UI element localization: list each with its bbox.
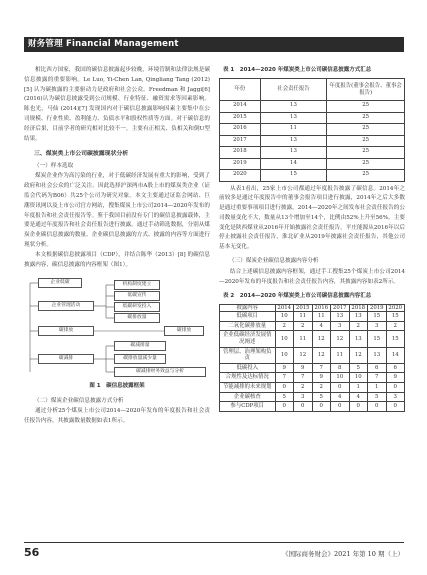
- table-cell: 9: [312, 373, 331, 383]
- table-cell: 12: [312, 331, 331, 347]
- table-cell: 0: [294, 402, 313, 412]
- table-cell: 2018: [220, 147, 261, 159]
- table-cell: 14: [260, 158, 327, 170]
- table-header-cell: 2016: [312, 304, 331, 312]
- table-cell: 25: [327, 158, 405, 170]
- table-cell: 11: [312, 312, 331, 322]
- table-cell: 10: [275, 312, 294, 322]
- table-row: [220, 373, 405, 383]
- table-row: [220, 363, 405, 373]
- table-cell: 6: [368, 363, 387, 373]
- table-cell: 0: [386, 402, 405, 412]
- table-cell: 2016: [220, 124, 261, 136]
- disclosure-method-table: [219, 78, 405, 182]
- table-header-cell: 2015: [294, 304, 313, 312]
- disclosure-content-table: [219, 304, 405, 412]
- table-cell: 4: [349, 392, 368, 402]
- table-cell: 10: [275, 347, 294, 363]
- paragraph: 本文根据碳信息披露项目（CDP），并结合陈华（2013）[8] 的碳信息披露内容，碳信息披露的内容框架（图1）。: [24, 251, 210, 268]
- paragraph: 从表1看出，25家上市公司都通过年度报告披露了碳信息。2014年之前较多是通过年度报告中的董事会报告项目进行披露，2014年之后大多数是通过重要事项项目进行披露。2014—2020年之间发布社会责任报告的公司数量变化不大，数量从13个增加至14个，比例由52%上升至56%。主要变化是陕西煤业从2016年开始披露社会责任报告，平庄能源从2016年以后停止披露社会责任报告，淮北矿业从2019年披露社会责任报告，其他公司基本无变化。: [219, 185, 405, 251]
- table-cell: 8: [331, 363, 350, 373]
- table-cell: 13: [260, 101, 327, 113]
- table-cell: 3: [368, 321, 387, 331]
- table-cell: 1: [349, 383, 368, 393]
- table-cell: 4: [312, 321, 331, 331]
- table-header-cell: 2018: [349, 304, 368, 312]
- diagram-leaf: 碳排放量: [114, 313, 160, 323]
- diagram-root-node: 企业低碳: [38, 278, 82, 288]
- table-cell: 25: [327, 147, 405, 159]
- table-header-cell: 2014: [275, 304, 294, 312]
- table-cell: 13: [260, 112, 327, 124]
- table-cell: 7: [275, 373, 294, 383]
- table-row: [220, 312, 405, 322]
- table-cell: 0: [275, 402, 294, 412]
- table-cell: 企业碳核查: [220, 392, 276, 402]
- table-cell: 9: [386, 373, 405, 383]
- page-number: 56: [24, 546, 40, 559]
- table-cell: 合规性及达标情况: [220, 373, 276, 383]
- table-header-cell: 社会责任报告: [260, 79, 327, 101]
- table-cell: 5: [275, 392, 294, 402]
- table-cell: 参与CDP项目: [220, 402, 276, 412]
- table-header-cell: 年度报告(董事会报告、董事会报告): [327, 79, 405, 101]
- subsection-heading: （二）煤炭企业碳信息披露方式分析: [34, 398, 124, 405]
- table-cell: 11: [294, 331, 313, 347]
- table-cell: 13: [368, 347, 387, 363]
- section-header: 财务管理 Financial Management: [28, 39, 179, 49]
- table-cell: 13: [260, 135, 327, 147]
- table-cell: 2014: [220, 101, 261, 113]
- table-cell: 12: [349, 347, 368, 363]
- diagram-leaf: 碳减排量: [114, 341, 166, 351]
- table-row: [220, 383, 405, 393]
- diagram-node: 碳排放: [38, 326, 94, 336]
- table-cell: 1: [368, 383, 387, 393]
- table-cell: 5: [368, 392, 387, 402]
- table-cell: 25: [327, 170, 405, 182]
- table-cell: 12: [294, 347, 313, 363]
- table-cell: 0: [368, 402, 387, 412]
- table-row: [220, 170, 405, 182]
- table-cell: 11: [331, 347, 350, 363]
- table-cell: 10: [349, 373, 368, 383]
- table-cell: 7: [368, 373, 387, 383]
- table-cell: 12: [331, 331, 350, 347]
- table-row: [220, 347, 405, 363]
- table-row: [220, 402, 405, 412]
- table-cell: 13: [349, 331, 368, 347]
- table-row: [220, 331, 405, 347]
- journal-name: 《国际商务财会》2021 年第 10 期（上）: [281, 550, 404, 558]
- table-cell: 15: [368, 312, 387, 322]
- table-cell: 0: [312, 402, 331, 412]
- table-cell: 低碳投入: [220, 363, 276, 373]
- table-row: [220, 124, 405, 136]
- table-cell: 14: [386, 347, 405, 363]
- table-cell: 3: [294, 392, 313, 402]
- table-cell: 12: [312, 347, 331, 363]
- table-row: [220, 135, 405, 147]
- paragraph: 煤炭企业作为高污染的行业，对于低碳经济发展有重大的影响，受到了政府和社会公众的广泛关注。因此选择沪深两市A股上市的煤炭类企业（证监会代码为B06）共25个公司为研究对象。本文主要通过证监会网站、巨潮资讯网以及上市公司官方网站，搜集煤炭上市公司2014—2020年发布的年度报告和社会责任报告等。鉴于我国目前没有专门的碳信息披露载体，主要是通过年度报告和社会责任报告进行披露。通过手动筛选数据，分别从煤炭企业碳信息披露的数量、企业碳信息披露的方式、披露的内容等方面进行现状分析。: [24, 173, 210, 248]
- table-cell: 0: [331, 402, 350, 412]
- table-cell: 15: [386, 312, 405, 322]
- table-header-cell: 披露内容: [220, 304, 276, 312]
- table-cell: 25: [327, 124, 405, 136]
- table-cell: 5: [312, 392, 331, 402]
- table-cell: 0: [275, 383, 294, 393]
- table-caption: 表 1 2014—2020 年煤炭类上市公司碳信息披露方式汇总: [223, 67, 372, 73]
- table-cell: 0: [331, 383, 350, 393]
- table-row: [220, 101, 405, 113]
- table-cell: 25: [327, 101, 405, 113]
- framework-diagram: [24, 274, 210, 380]
- table-cell: 13: [260, 147, 327, 159]
- table-cell: 15: [368, 331, 387, 347]
- table-cell: 7: [294, 373, 313, 383]
- diagram-leaf: 机构制度建立: [114, 280, 160, 290]
- table-cell: 管理层、治理架构负责: [220, 347, 276, 363]
- table-row: [220, 392, 405, 402]
- table-cell: 二氧化碳排放量: [220, 321, 276, 331]
- table-row: [220, 112, 405, 124]
- diagram-node: 企业管理活动: [38, 301, 94, 311]
- table-cell: 2017: [220, 135, 261, 147]
- table-cell: 7: [312, 363, 331, 373]
- subsection-heading: （三）煤炭企业碳信息披露内容分析: [229, 258, 319, 265]
- table-row: [220, 158, 405, 170]
- table-cell: 10: [331, 373, 350, 383]
- diagram-node: 碳减排: [38, 354, 94, 364]
- table-cell: 13: [331, 312, 350, 322]
- table-header-cell: 2017: [331, 304, 350, 312]
- table-cell: 企业低碳经济发展情况阐述: [220, 331, 276, 347]
- table-cell: 2: [294, 383, 313, 393]
- figure-caption: 图 1 碳信息披露框架: [89, 383, 145, 390]
- diagram-leaf: 低碳宣传: [114, 291, 160, 301]
- table-caption: 表 2 2014—2020 年煤炭类上市公司碳信息披露内容汇总: [223, 292, 372, 299]
- subsection-heading: （一）样本选取: [34, 163, 74, 170]
- table-cell: 25: [327, 112, 405, 124]
- table-cell: 2: [275, 321, 294, 331]
- table-cell: 0: [349, 402, 368, 412]
- table-cell: 2020: [220, 170, 261, 182]
- footer-rule: [24, 542, 404, 543]
- table-row: [220, 147, 405, 159]
- table-cell: 11: [260, 124, 327, 136]
- diagram-leaf: 碳减排财务效益与分析: [114, 367, 206, 377]
- table-cell: 2019: [220, 158, 261, 170]
- table-cell: 5: [349, 363, 368, 373]
- table-cell: 节能减排的未来规划: [220, 383, 276, 393]
- paragraph: 通过分析25个煤炭上市公司2014—2020年发布的年度报告和社会责任报告内容，其披露数量数据如表1所示。: [24, 408, 210, 424]
- table-cell: 9: [294, 363, 313, 373]
- paragraph: 结合上述碳信息披露内容框架，通过手工搜集25个煤炭上市公司2014—2020年发布的年度报告和社会责任报告内容，其披露内容如表2所示。: [219, 269, 405, 285]
- table-cell: 9: [275, 363, 294, 373]
- table-cell: 低碳项目: [220, 312, 276, 322]
- table-header-cell: 2019: [368, 304, 387, 312]
- table-cell: 10: [275, 331, 294, 347]
- diagram-leaf: 碳排放量减少量: [114, 354, 166, 364]
- left-column: [24, 66, 210, 536]
- section-heading: 三、煤炭类上市公司碳披露现状分析: [34, 151, 129, 158]
- table-header-cell: 2020: [386, 304, 405, 312]
- table-cell: 3: [386, 392, 405, 402]
- table-cell: 25: [327, 135, 405, 147]
- table-cell: 2: [312, 383, 331, 393]
- table-cell: 2: [294, 321, 313, 331]
- table-header-cell: 年份: [220, 79, 261, 101]
- diagram-leaf: 碳排放: [164, 326, 204, 336]
- table-cell: 11: [294, 312, 313, 322]
- table-row: [220, 321, 405, 331]
- table-cell: 3: [331, 321, 350, 331]
- diagram-leaf: 低碳研发投入: [114, 302, 160, 312]
- table-cell: 4: [331, 392, 350, 402]
- table-cell: 13: [349, 312, 368, 322]
- right-column: [219, 66, 405, 536]
- table-cell: 6: [386, 363, 405, 373]
- table-cell: 0: [386, 383, 405, 393]
- table-cell: 15: [260, 170, 327, 182]
- table-cell: 2: [349, 321, 368, 331]
- table-cell: 2015: [220, 112, 261, 124]
- paragraph: 相比西方国家，我国的碳信息披露起步较晚，环境管制和法律法规是碳信息披露的重要影响。Le Luo, Yi-Chen Lan, Qingliang Tang (2012)[5] 认为碳披露的主要驱动力是政府和社会公众。Freedman 和 Jaggi[6](2016)认为碳信息披露受到公司规模、行业特征、融资需求等因素影响。陈也光，马仙 (2014)[7] 发现国内对于碳信息披露影响因素主要集中在公司规模、行业性质、盈利能力、负债水平和股权性质等方面。对于碳信息的经济后果，目前学者的研究相对比较不一，主要有正相关、负相关和倒U型结果。: [24, 67, 210, 142]
- table-cell: 2: [386, 321, 405, 331]
- table-cell: 15: [386, 331, 405, 347]
